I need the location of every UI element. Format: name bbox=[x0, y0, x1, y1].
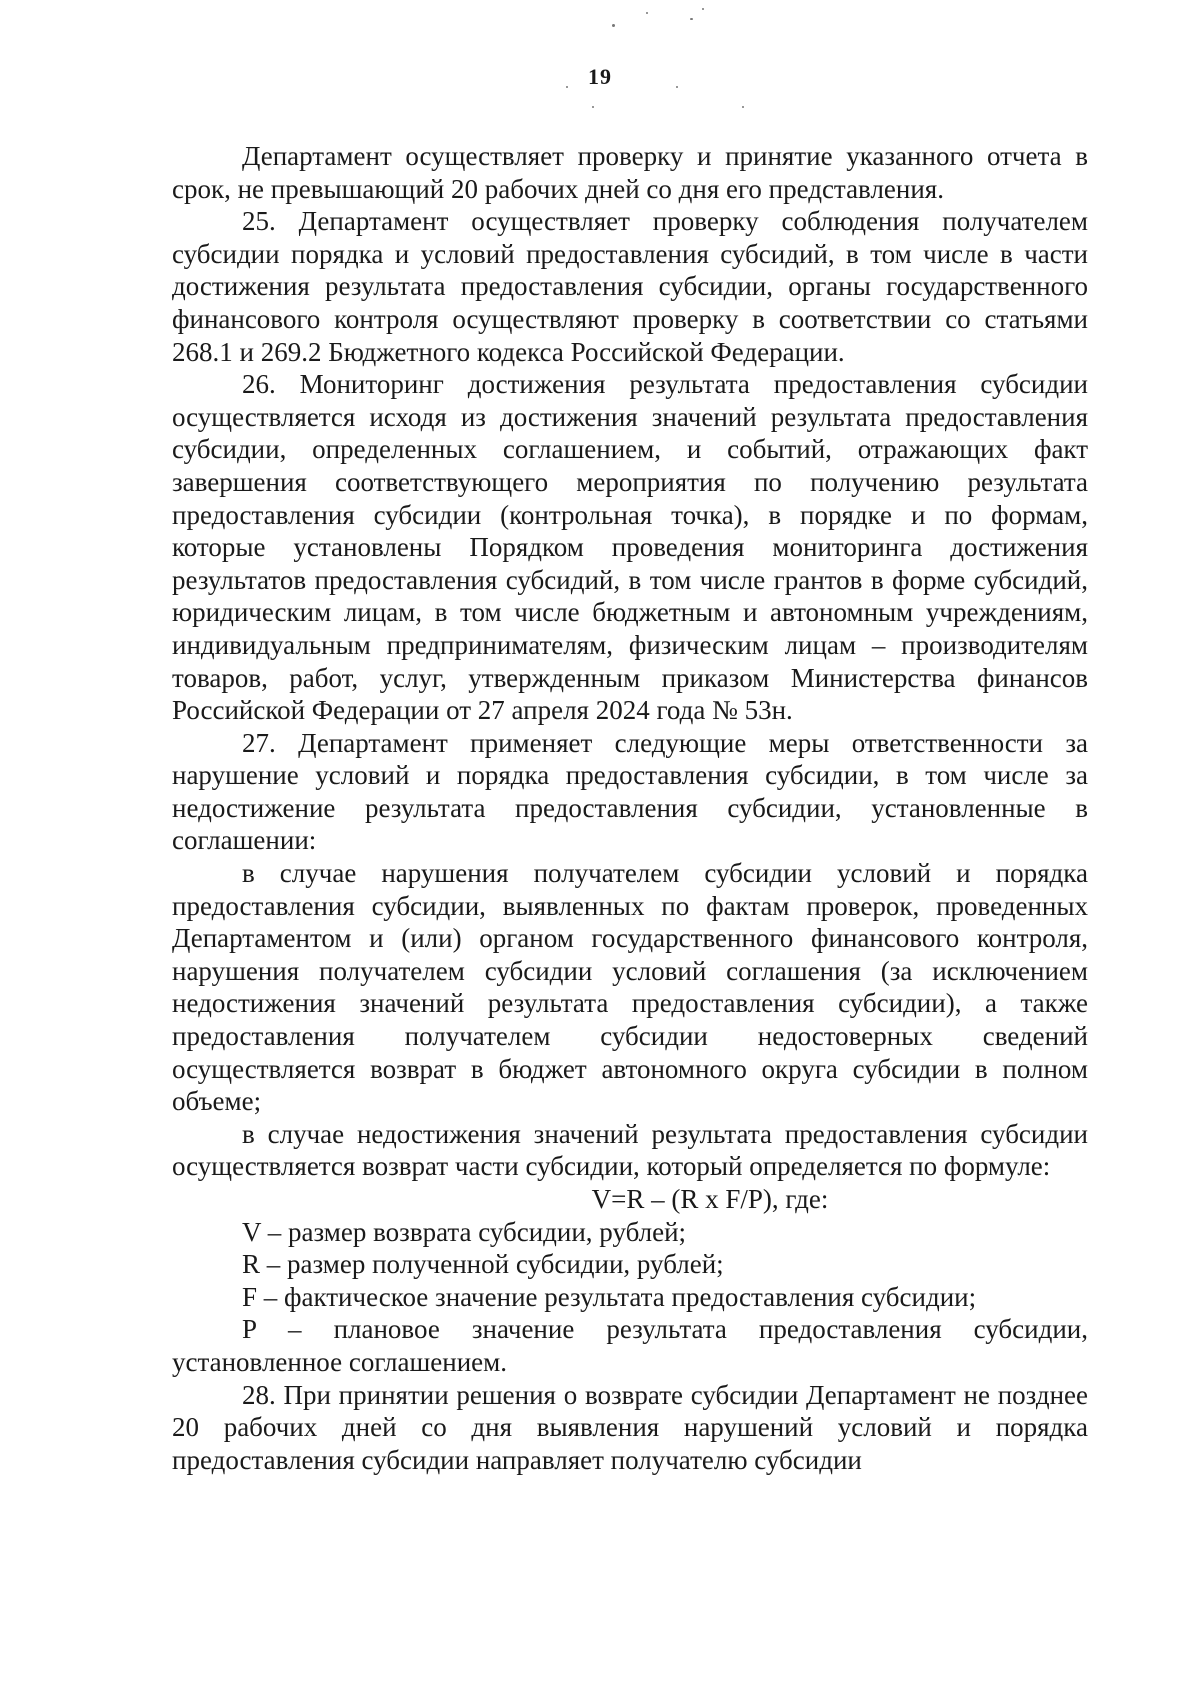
paragraph-28: 28. При принятии решения о возврате субсидии Департамент не позднее 20 рабочих дней со дня выявления нарушений условий и порядка предоставления субсидии направляет получателю субсидии bbox=[172, 1379, 1088, 1475]
paragraph-27: 27. Департамент применяет следующие меры ответственности за нарушение условий и порядка предоставления субсидии, в том числе за недостижение результата предоставления субсидии, установленные в соглашении: bbox=[172, 727, 1088, 856]
scan-speck bbox=[646, 12, 648, 14]
paragraph-26: 26. Мониторинг достижения результата предоставления субсидии осуществляется исходя из достижения значений результата предоставления субсидии, определенных соглашением, и событий, отражающих факт завершения соответствующего мероприятия по получению результата предоставления субсидии (контрольная точка), в порядке и по формам, которые установлены Порядком проведения мониторинга достижения результатов предоставления субсидий, в том числе грантов в форме субсидий, юридическим лицам, в том числе бюджетным и автономным учреждениям, индивидуальным предпринимателям, физическим лицам – производителям товаров, работ, услуг, утвержденным приказом Министерства финансов Российской Федерации от 27 апреля 2024 года № 53н. bbox=[172, 369, 1088, 726]
scan-speck bbox=[702, 8, 704, 10]
formula-definition-p: P – плановое значение результата предоставления субсидии, установленное соглашением. bbox=[172, 1314, 1088, 1377]
paragraph-27-full-return: в случае нарушения получателем субсидии условий и порядка предоставления субсидии, выявленных по фактам проверок, проведенных Департаментом и (или) органом государственного финансового контроля, нарушения получателем субсидии условий соглашения (за исключением недостижения значений результата предоставления субсидии), а также предоставления получателем субсидии недостоверных сведений осуществляется возврат в бюджет автономного округа субсидии в полном объеме; bbox=[172, 858, 1088, 1117]
document-body bbox=[172, 140, 1088, 1476]
paragraph-25: 25. Департамент осуществляет проверку соблюдения получателем субсидии порядка и условий предоставления субсидий, в том числе в части достижения результата предоставления субсидии, органы государственного финансового контроля осуществляют проверку в соответствии со статьями 268.1 и 269.2 Бюджетного кодекса Российской Федерации. bbox=[172, 206, 1088, 367]
scan-speck bbox=[690, 18, 693, 20]
page-number: 19 bbox=[588, 64, 612, 89]
scan-speck bbox=[742, 106, 744, 108]
formula-definition-f: F – фактическое значение результата предоставления субсидии; bbox=[242, 1281, 977, 1312]
scan-speck bbox=[592, 106, 594, 108]
scan-speck bbox=[612, 24, 615, 27]
formula-definition-r: R – размер полученной субсидии, рублей; bbox=[242, 1249, 724, 1280]
paragraph-report-acceptance: Департамент осуществляет проверку и принятие указанного отчета в срок, не превышающий 20 рабочих дней со дня его представления. bbox=[172, 141, 1088, 204]
formula-definition-v: V – размер возврата субсидии, рублей; bbox=[242, 1216, 687, 1247]
return-formula: V=R – (R x F/P), где: bbox=[591, 1184, 829, 1214]
paragraph-27-partial-return: в случае недостижения значений результата предоставления субсидии осуществляется возврат части субсидии, который определяется по формуле: bbox=[172, 1118, 1088, 1182]
